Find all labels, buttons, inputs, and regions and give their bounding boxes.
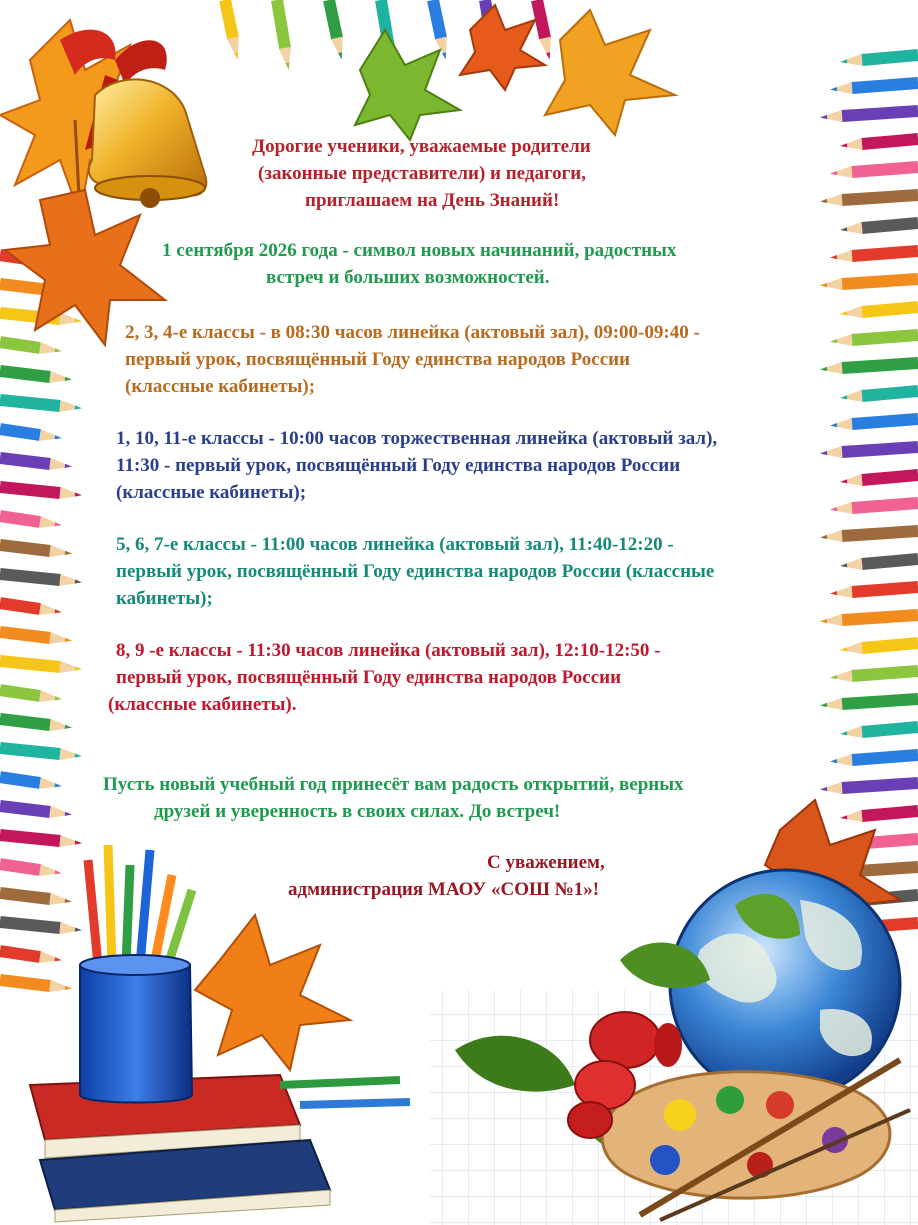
pencil-tip xyxy=(820,110,842,122)
pencil-border-right xyxy=(820,54,918,934)
pencil-tip xyxy=(39,342,62,354)
pencil-icon xyxy=(842,531,918,536)
pencil-lead xyxy=(338,52,342,59)
pencil-tip xyxy=(820,194,842,206)
pencil-tip xyxy=(830,754,852,766)
pencil-icon xyxy=(842,447,918,452)
pencil-lead xyxy=(820,619,827,623)
pencil-icon xyxy=(0,893,50,899)
pencil-lead xyxy=(840,395,847,399)
pencil-tip xyxy=(59,400,81,412)
pencil-border-left xyxy=(0,255,82,992)
pencil-icon xyxy=(842,279,918,284)
pencil-lead xyxy=(830,759,837,763)
pencil-tip xyxy=(820,614,842,626)
pencil-lead xyxy=(820,115,827,119)
pencil-icon xyxy=(537,0,545,38)
pencil-icon xyxy=(300,1102,410,1105)
schedule-line: 5, 6, 7-е классы - 11:00 часов линейка (актовый зал), 11:40-12:20 - xyxy=(116,534,674,555)
pencil-tip xyxy=(820,362,842,374)
school-bell-icon xyxy=(89,79,206,208)
pencil-lead xyxy=(65,638,72,642)
pencil-tip xyxy=(830,670,852,682)
pencil-icon xyxy=(0,429,40,435)
pencil-icon xyxy=(0,458,50,464)
pencil-tip xyxy=(820,530,842,542)
pencil-lead xyxy=(75,318,82,322)
pencil-icon xyxy=(0,632,50,638)
pencil-tip xyxy=(49,806,72,818)
pencil-lead xyxy=(840,563,847,567)
pencil-tip xyxy=(39,864,62,876)
pencil-tip xyxy=(59,835,81,847)
pencil-icon xyxy=(0,777,40,783)
pencil-lead xyxy=(840,59,847,63)
schedule-line: кабинеты); xyxy=(116,588,213,609)
pencil-icon xyxy=(862,55,918,60)
pencil-tip xyxy=(840,222,862,234)
closing-line: друзей и уверенность в своих силах. До встреч! xyxy=(154,801,561,822)
pencil-tip xyxy=(830,82,852,94)
pencil-tip xyxy=(39,429,62,441)
pencil-icon xyxy=(862,559,918,564)
pencil-icon xyxy=(852,251,918,256)
pencil-lead xyxy=(55,696,62,700)
pencil-icon xyxy=(0,835,60,841)
pencil-lead xyxy=(65,377,72,381)
pencil-icon xyxy=(852,83,918,88)
pencil-icon xyxy=(842,699,918,704)
pencil-lead xyxy=(820,703,827,707)
pencil-tip xyxy=(830,166,852,178)
schedule-line: первый урок, посвящённый Году единства народов России (классные xyxy=(116,561,715,582)
pencil-tip xyxy=(49,371,72,383)
pencil-tip xyxy=(59,748,81,760)
pencil-icon xyxy=(0,487,60,493)
pencil-tip xyxy=(59,574,81,586)
pencil-tip xyxy=(39,951,62,963)
pencil-lead xyxy=(65,899,72,903)
pencil-tip xyxy=(830,418,852,430)
greeting-line: приглашаем на День Знаний! xyxy=(305,190,560,211)
pencil-lead xyxy=(75,927,82,931)
schedule-line: (классные кабинеты); xyxy=(125,376,316,397)
pencil-lead xyxy=(840,731,847,735)
greeting-line: (законные представители) и педагоги, xyxy=(258,163,586,184)
closing-line: Пусть новый учебный год принесёт вам радость открытий, верных xyxy=(103,774,684,795)
pencil-icon xyxy=(0,922,60,928)
pencil-tip xyxy=(279,47,291,70)
schedule-line: первый урок, посвящённый Году единства народов России xyxy=(116,667,622,688)
pencil-lead xyxy=(55,783,62,787)
pencil-cup-icon xyxy=(80,845,192,1103)
pencil-icon xyxy=(0,980,50,986)
pencil-lead xyxy=(830,423,837,427)
schedule-line: 2, 3, 4-е классы - в 08:30 часов линейка (актовый зал), 09:00-09:40 - xyxy=(125,322,700,343)
schedule-line: (классные кабинеты); xyxy=(116,482,307,503)
pencil-lead xyxy=(55,870,62,874)
maple-leaf-icon xyxy=(545,10,675,135)
pencil-lead xyxy=(830,591,837,595)
pencil-lead xyxy=(830,171,837,175)
pencil-lead xyxy=(55,435,62,439)
pencil-icon xyxy=(280,1080,400,1085)
pencil-icon xyxy=(862,223,918,228)
pencil-tip xyxy=(39,690,62,702)
maple-leaf-icon xyxy=(195,915,350,1070)
pencil-lead xyxy=(234,52,238,59)
pencil-lead xyxy=(75,753,82,757)
pencil-icon xyxy=(862,307,918,312)
schedule-line: (классные кабинеты). xyxy=(108,694,297,715)
pencil-lead xyxy=(820,367,827,371)
pencil-icon xyxy=(862,139,918,144)
pencil-icon xyxy=(0,574,60,580)
pencil-tip xyxy=(59,661,81,673)
pencil-icon xyxy=(852,503,918,508)
pencil-icon xyxy=(0,719,50,725)
pencil-tip xyxy=(59,313,81,325)
pencil-icon xyxy=(0,603,40,609)
greeting-line: Дорогие ученики, уважаемые родители xyxy=(252,136,591,157)
pencil-icon xyxy=(862,391,918,396)
schedule-line: первый урок, посвящённый Году единства народов России xyxy=(125,349,631,370)
pencil-tip xyxy=(49,632,72,644)
pencil-lead xyxy=(820,199,827,203)
pencil-tip xyxy=(820,698,842,710)
pencil-lead xyxy=(55,348,62,352)
pencil-icon xyxy=(329,0,337,38)
maple-leaf-icon xyxy=(460,5,545,90)
intro-line: встреч и больших возможностей. xyxy=(266,267,550,288)
signature-line: администрация МАОУ «СОШ №1»! xyxy=(288,879,600,900)
pencil-tip xyxy=(830,502,852,514)
pencil-tip xyxy=(830,334,852,346)
pencil-tip xyxy=(840,138,862,150)
pencil-icon xyxy=(852,587,918,592)
pencil-lead xyxy=(75,405,82,409)
intro-line: 1 сентября 2026 года - символ новых начинаний, радостных xyxy=(162,240,677,261)
pencil-icon xyxy=(0,661,60,667)
pencil-tip xyxy=(820,278,842,290)
pencil-lead xyxy=(840,311,847,315)
pencil-lead xyxy=(55,609,62,613)
pencil-tip xyxy=(39,516,62,528)
pencil-lead xyxy=(840,647,847,651)
pencil-icon xyxy=(852,419,918,424)
pencil-icon xyxy=(0,748,60,754)
pencil-lead xyxy=(830,675,837,679)
schedule-line: 11:30 - первый урок, посвящённый Году единства народов России xyxy=(116,455,681,476)
schedule-line: 1, 10, 11-е классы - 10:00 часов торжественная линейка (актовый зал), xyxy=(116,428,718,449)
pencil-tip xyxy=(840,390,862,402)
pencil-lead xyxy=(830,339,837,343)
pencil-lead xyxy=(65,986,72,990)
pencil-tip xyxy=(39,777,62,789)
pencil-lead xyxy=(65,551,72,555)
pencil-icon xyxy=(0,545,50,551)
pencil-icon xyxy=(225,0,233,38)
pencil-tip xyxy=(840,642,862,654)
signature-line: С уважением, xyxy=(487,852,605,873)
pencil-icon xyxy=(862,811,918,816)
pencil-tip xyxy=(840,726,862,738)
pencil-lead xyxy=(840,479,847,483)
pencil-icon xyxy=(0,864,40,870)
pencil-icon xyxy=(842,111,918,116)
pencil-lead xyxy=(820,451,827,455)
pencil-lead xyxy=(65,725,72,729)
pencil-icon xyxy=(842,615,918,620)
pencil-tip xyxy=(820,782,842,794)
pencil-lead xyxy=(820,283,827,287)
pencil-lead xyxy=(830,255,837,259)
pencil-icon xyxy=(862,727,918,732)
pencil-lead xyxy=(65,464,72,468)
pencil-lead xyxy=(546,52,550,59)
pencil-lead xyxy=(840,143,847,147)
pencil-lead xyxy=(820,535,827,539)
pencil-lead xyxy=(75,579,82,583)
pencil-tip xyxy=(830,250,852,262)
pencil-icon xyxy=(842,363,918,368)
pencil-tip xyxy=(830,586,852,598)
pencil-lead xyxy=(442,52,446,59)
pencil-icon xyxy=(852,755,918,760)
pencil-tip xyxy=(840,474,862,486)
pencil-icon xyxy=(852,167,918,172)
pencil-tip xyxy=(49,458,72,470)
pencil-icon xyxy=(433,0,441,38)
pencil-lead xyxy=(840,815,847,819)
pencil-lead xyxy=(840,227,847,231)
pencil-icon xyxy=(862,643,918,648)
pencil-lead xyxy=(75,666,82,670)
pencil-icon xyxy=(0,400,60,406)
pencil-tip xyxy=(840,54,862,66)
pencil-tip xyxy=(49,719,72,731)
pencil-tip xyxy=(820,446,842,458)
pencil-icon xyxy=(842,783,918,788)
pencil-lead xyxy=(820,787,827,791)
pencil-lead xyxy=(830,87,837,91)
pencil-lead xyxy=(75,492,82,496)
pencil-tip xyxy=(49,545,72,557)
pencil-tip xyxy=(59,487,81,499)
pencil-tip xyxy=(49,893,72,905)
pencil-icon xyxy=(0,342,40,348)
pencil-icon xyxy=(852,671,918,676)
pencil-tip xyxy=(39,603,62,615)
pencil-icon xyxy=(277,0,285,48)
pencil-icon xyxy=(0,951,40,957)
pencil-lead xyxy=(55,522,62,526)
pencil-tip xyxy=(840,810,862,822)
pencil-tip xyxy=(840,558,862,570)
pencil-tip xyxy=(49,980,72,992)
pencil-icon xyxy=(0,371,50,377)
pencil-icon xyxy=(842,195,918,200)
pencil-icon xyxy=(852,335,918,340)
pencil-lead xyxy=(830,507,837,511)
schedule-line: 8, 9 -е классы - 11:30 часов линейка (актовый зал), 12:10-12:50 - xyxy=(116,640,661,661)
pencil-icon xyxy=(0,516,40,522)
pencil-icon xyxy=(0,690,40,696)
pencil-icon xyxy=(862,475,918,480)
pencil-lead xyxy=(55,957,62,961)
pencil-icon xyxy=(0,806,50,812)
pencil-lead xyxy=(75,840,82,844)
pencil-tip xyxy=(840,306,862,318)
pencil-tip xyxy=(59,922,81,934)
pencil-lead xyxy=(285,62,289,69)
pencil-lead xyxy=(65,812,72,816)
